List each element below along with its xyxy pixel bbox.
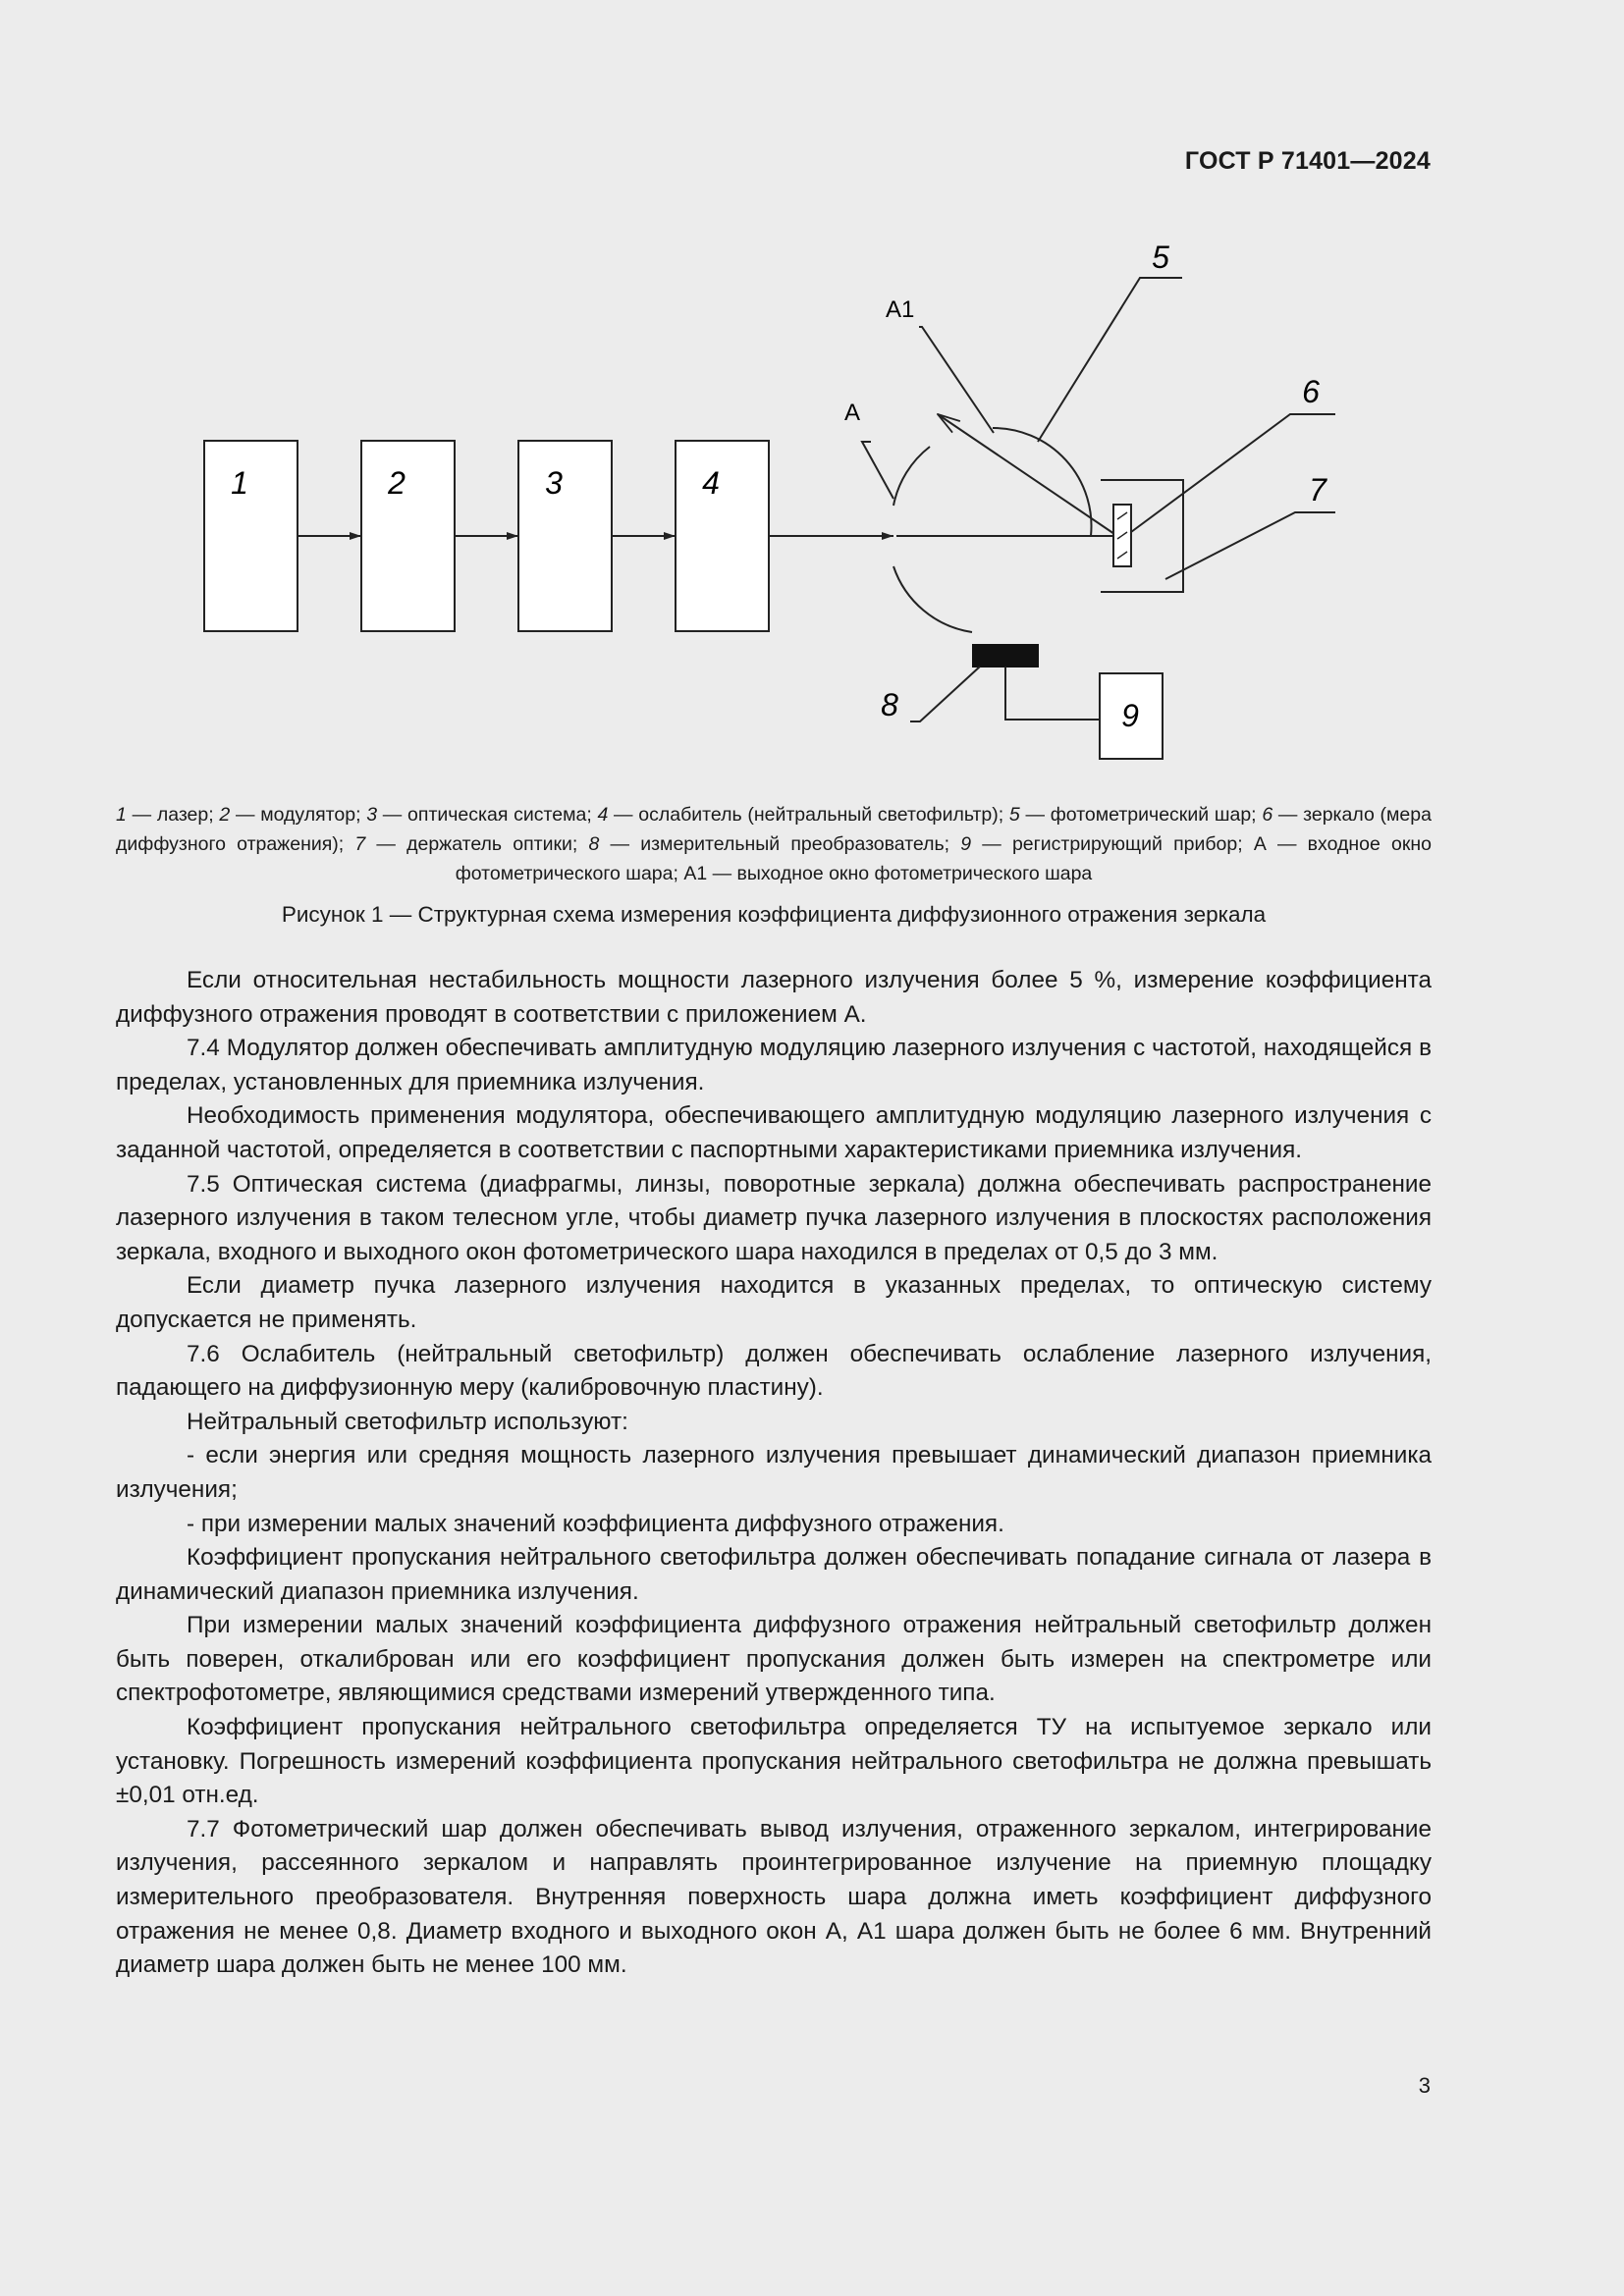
paragraph: 7.5 Оптическая система (диафрагмы, линзы, поворотные зеркала) должна обеспечивать распространение лазерного излучения в таком телесном угле, чтобы диаметр пучка лазерного излучения в плоскостях расположения зеркала, входного и выходного окон фотометрического шара находился в пределах от 0,5 до 3 мм.	[116, 1170, 1432, 1265]
legend-num: 1	[116, 804, 127, 826]
block-1-label: 1	[231, 465, 248, 501]
block-4-label: 4	[702, 465, 720, 501]
paragraph: 7.4 Модулятор должен обеспечивать амплитудную модуляцию лазерного излучения с частотой, находящейся в пределах, установленных для приемника излучения.	[116, 1035, 1432, 1095]
paragraph: Коэффициент пропускания нейтрального светофильтра определяется ТУ на испытуемое зеркало или установку. Погрешность измерений коэффициента пропускания нейтрального светофильтра не должна превышать ±0,01 отн.ед.	[116, 1714, 1432, 1809]
exit-window-label: А1	[886, 296, 915, 323]
paragraph: Коэффициент пропускания нейтрального светофильтра должен обеспечивать попадание сигнала от лазера в динамический диапазон приемника излучения.	[116, 1544, 1432, 1605]
legend-text: — регистрирующий прибор; А — входное окно фотометрического шара; А1 — выходное окно фотометрического шара	[455, 833, 1432, 884]
block-3-label: 3	[545, 465, 563, 501]
sphere-lower-arc	[893, 566, 972, 632]
legend-text: — держатель оптики;	[365, 833, 589, 855]
measurement-scheme-figure	[177, 221, 1394, 771]
legend-text: — модулятор;	[230, 804, 367, 826]
legend-num: 9	[960, 833, 972, 855]
legend-text: — зеркало (мера диффузного отражения);	[116, 804, 1432, 855]
paragraph: Если диаметр пучка лазерного излучения находится в указанных пределах, то оптическую систему допускается не применять.	[116, 1272, 1432, 1333]
paragraph: 7.7 Фотометрический шар должен обеспечивать вывод излучения, отраженного зеркалом, интегрирование излучения, рассеянного зеркалом и направлять проинтегрированное излучение на приемную площадку измерительного преобразователя. Внутренняя поверхность шара должна иметь коэффициент диффузного отражения не менее 0,8. Диаметр входного и выходного окон А, А1 шара должен быть не более 6 мм. Внутренний диаметр шара должен быть не менее 100 мм.	[116, 1815, 1432, 1979]
paragraph: Если относительная нестабильность мощности лазерного излучения более 5 %, измерение коэффициента диффузного отражения проводят в соответствии с приложением А.	[116, 967, 1432, 1028]
legend-num: 5	[1008, 804, 1020, 826]
paragraph: Нейтральный светофильтр используют:	[187, 1408, 628, 1435]
legend-text: — измерительный преобразователь;	[599, 833, 961, 855]
paragraph: - при измерении малых значений коэффициента диффузного отражения.	[187, 1510, 1004, 1537]
callout-5: 5	[1152, 240, 1169, 275]
entrance-window-label: А	[844, 400, 861, 426]
block-optical-system	[518, 441, 612, 631]
legend-num: 3	[366, 804, 378, 826]
paragraph: 7.6 Ослабитель (нейтральный светофильтр) должен обеспечивать ослабление лазерного излучения, падающего на диффузионную меру (калибровочную пластину).	[116, 1340, 1432, 1402]
block-2-label: 2	[388, 465, 406, 501]
measuring-transducer	[973, 645, 1038, 667]
scheme-diagram	[177, 221, 1394, 771]
legend-text: — фотометрический шар;	[1019, 804, 1263, 826]
block-modulator	[361, 441, 455, 631]
figure-title: Рисунок 1 — Структурная схема измерения коэффициента диффузионного отражения зеркала	[281, 902, 1267, 927]
callout-9: 9	[1121, 698, 1139, 733]
legend-text: — оптическая система;	[377, 804, 598, 826]
paragraph: При измерении малых значений коэффициента диффузного отражения нейтральный светофильтр должен быть поверен, откалиброван или его коэффициент пропускания должен быть измерен на спектрометре или спектрофотометре, являющимися средствами измерений утвержденного типа.	[116, 1612, 1432, 1707]
legend-num: 4	[597, 804, 609, 826]
standard-number: ГОСТ Р 71401—2024	[1184, 147, 1431, 175]
legend-text: — ослабитель (нейтральный светофильтр);	[608, 804, 1009, 826]
paragraph: - если энергия или средняя мощность лазерного излучения превышает динамический диапазон приемника излучения;	[116, 1442, 1432, 1503]
figure-legend	[116, 800, 1432, 888]
legend-num: 6	[1262, 804, 1273, 826]
callout-7: 7	[1309, 472, 1326, 507]
body-text	[116, 964, 1432, 1983]
legend-num: 8	[588, 833, 600, 855]
page-number: 3	[1418, 2073, 1431, 2098]
block-laser	[204, 441, 298, 631]
callout-6: 6	[1302, 374, 1320, 409]
sphere-upper-arc	[893, 447, 930, 506]
paragraph: Необходимость применения модулятора, обеспечивающего амплитудную модуляцию лазерного излучения с заданной частотой, определяется в соответствии с паспортными характеристиками приемника излучения.	[116, 1102, 1432, 1163]
legend-num: 7	[354, 833, 366, 855]
legend-num: 2	[219, 804, 231, 826]
sphere-arc	[993, 428, 1092, 536]
legend-text: — лазер;	[126, 804, 220, 826]
block-attenuator	[676, 441, 769, 631]
callout-8: 8	[881, 687, 898, 722]
